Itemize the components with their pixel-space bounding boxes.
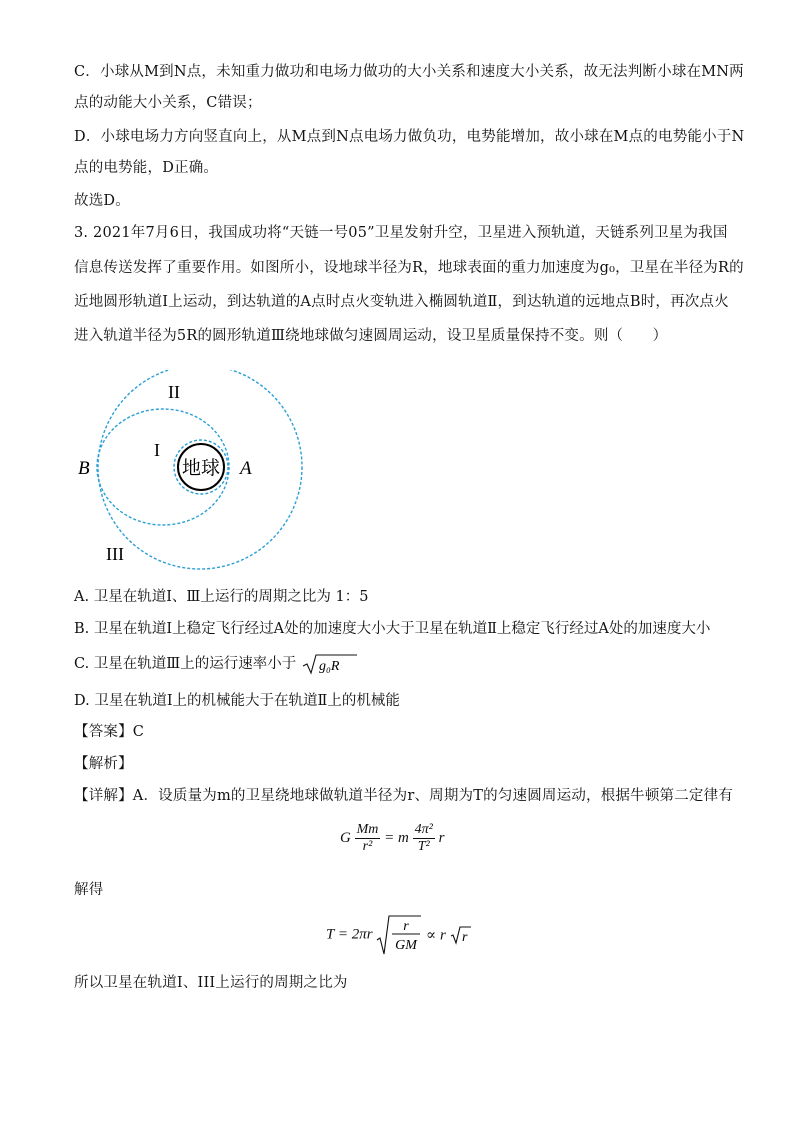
detail-line: 【详解】A．设质量为m的卫星绕地球做轨道半径为r、周期为T的匀速圆周运动，根据牛顿第二定律有 bbox=[74, 788, 734, 804]
option-c-text: C. 卫星在轨道Ⅲ上的运行速率小于 bbox=[74, 656, 297, 672]
orbit-diagram bbox=[70, 370, 310, 570]
option-d: D. 卫星在轨道Ⅰ上的机械能大于在轨道Ⅱ上的机械能 bbox=[74, 693, 400, 709]
svg-text:GM: GM bbox=[395, 938, 418, 953]
label-I: I bbox=[154, 440, 160, 460]
sqrt-r bbox=[450, 925, 472, 945]
question3-line3: 近地圆形轨道Ⅰ上运动，到达轨道的A点时点火变轨进入椭圆轨道Ⅱ，到达轨道的远地点B时，再次点火 bbox=[74, 294, 729, 310]
earth-label: 地球 bbox=[181, 457, 221, 479]
option-a: A. 卫星在轨道Ⅰ、Ⅲ上运行的周期之比为 1：5 bbox=[74, 589, 369, 605]
question3-line4: 进入轨道半径为5R的圆形轨道Ⅲ绕地球做匀速圆周运动，设卫星质量保持不变。则（ ） bbox=[74, 328, 668, 344]
label-A: A bbox=[240, 458, 252, 479]
question3-line1: 3. 2021年7月6日，我国成功将“天链一号05”卫星发射升空，卫星进入预轨道，天链系列卫星为我国 bbox=[74, 225, 728, 241]
formula-newton: G $\frac{Mm}{\text{r²}}$ = m $\frac{\text{4π²}}{\text{T²}}$ r bbox=[340, 822, 445, 854]
option-b: B. 卫星在轨道Ⅰ上稳定飞行经过A处的加速度大小大于卫星在轨道Ⅱ上稳定飞行经过A处的加速度大小 bbox=[74, 621, 711, 637]
sqrt-fraction bbox=[376, 914, 422, 956]
sqrt-symbol bbox=[301, 653, 359, 675]
label-II: II bbox=[168, 382, 180, 402]
analysis-label: 【解析】 bbox=[74, 756, 133, 772]
option-d-explanation-line1: D．小球电场力方向竖直向上，从M点到N点电场力做负功，电势能增加，故小球在M点的电势能小于N bbox=[74, 129, 745, 145]
svg-text:g₀R: g₀R bbox=[318, 659, 340, 674]
question3-line2: 信息传送发挥了重要作用。如图所小，设地球半径为R，地球表面的重力加速度为g₀，卫星在半径为R的 bbox=[74, 260, 744, 276]
option-c-explanation-line1: C．小球从M到N点，未知重力做功和电场力做功的大小关系和速度大小关系，故无法判断小球在MN两 bbox=[74, 64, 744, 80]
option-c-explanation-line2: 点的动能大小关系，C错误； bbox=[74, 95, 262, 111]
answer-label: 【答案】C bbox=[74, 724, 145, 740]
choice-conclusion: 故选D。 bbox=[74, 193, 130, 209]
option-c bbox=[74, 653, 359, 675]
solve-label: 解得 bbox=[74, 882, 104, 898]
label-III: III bbox=[106, 544, 124, 564]
last-line: 所以卫星在轨道I、III上运行的周期之比为 bbox=[74, 975, 348, 991]
svg-text:r: r bbox=[461, 930, 467, 945]
svg-text:r: r bbox=[403, 919, 410, 934]
label-B: B bbox=[78, 458, 90, 479]
option-d-explanation-line2: 点的电势能，D正确。 bbox=[74, 160, 219, 176]
formula-period: T = 2πr r GM ∝ r r bbox=[326, 914, 472, 956]
